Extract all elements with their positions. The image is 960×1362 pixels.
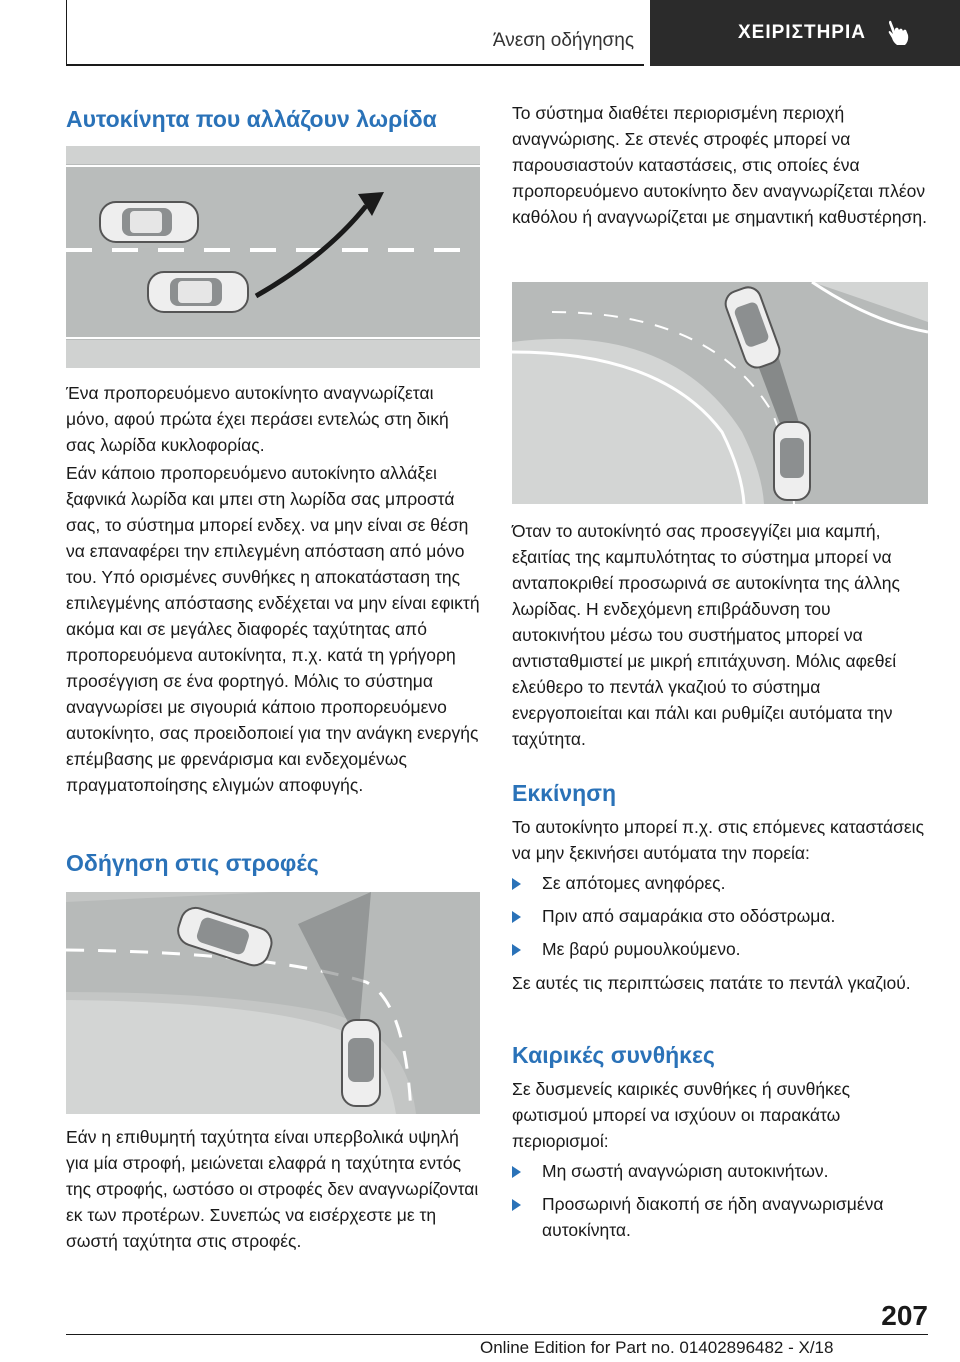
paragraph: Ένα προπορευόμενο αυτοκίνητο αναγνωρίζεται μόνο, αφού πρώτα έχει περάσει εντελώς στη δική σας λωρίδα κυκλοφορίας. [66,383,449,455]
section-title: Άνεση οδήγησης [492,30,634,51]
bullet-triangle-icon [512,878,521,890]
list-item: Πριν από σαμαράκια στο οδόστρωμα. [512,903,928,929]
bullet-triangle-icon [512,1166,521,1178]
list-item: Προσωρινή διακοπή σε ήδη αναγνωρισμένα αυτοκίνητα. [512,1191,928,1243]
heading-start: Εκκίνηση [512,780,617,806]
own-car [148,272,248,312]
chapter-tab [650,0,960,66]
footer-rule [66,1334,928,1335]
page-number: 207 [881,1300,928,1331]
curve-illustration [66,892,480,1114]
paragraph: Σε δυσμενείς καιρικές συνθήκες ή συνθήκες φωτισμού μπορεί να ισχύουν οι παρακάτω περιορισμοί: [512,1079,851,1151]
header-divider [66,0,67,64]
list-item: Σε απότομες ανηφόρες. [512,870,928,896]
lane-change-illustration [66,146,480,368]
chapter-title: ΧΕΙΡΙΣΤΗΡΙΑ [738,22,866,43]
heading-weather: Καιρικές συνθήκες [512,1042,715,1068]
hand-pointer-icon [886,19,912,47]
paragraph: Όταν το αυτοκίνητό σας προσεγγίζει μια καμπή, εξαιτίας της καμπυλότητας το σύστημα μπορεί να ανταποκριθεί προσωρινά σε αυτοκίνητα της άλλης λωρίδας. Η ενδεχόμενη επιβράδυνση του αυτοκινήτου μέσω του συστήματος μπορεί να αντισταθμιστεί με μικρή επιτάχυνση. Μόλις αφεθεί ελεύθερο το πεντάλ γκαζιού το σύστημα ενεργοποιείται και πάλι και ρυθμίζει αυτόματα την ταχύτητα. [512,521,900,749]
paragraph: Το σύστημα διαθέτει περιορισμένη περιοχή αναγνώρισης. Σε στενές στροφές μπορεί να παρουσιαστούν καταστάσεις, στις οποίες ένα προπορευόμενο αυτοκίνητο δεν αναγνωρίζεται πλέον καθόλου ή αναγνωρίζεται με σημαντική καθυστέρηση. [512,103,928,227]
paragraph: Σε αυτές τις περιπτώσεις πατάτε το πεντάλ γκαζιού. [512,973,911,993]
paragraph: Εάν η επιθυμητή ταχύτητα είναι υπερβολικά υψηλή για μία στροφή, μειώνεται ελαφρά η ταχύτητα εντός της στροφής, ωστόσο οι στροφές δεν αναγνωρίζονται εκ των προτέρων. Συνεπώς να εισέρχεστε με τη σωστή ταχύτητα στις στροφές. [66,1127,479,1251]
header-rule [66,64,644,66]
bullet-triangle-icon [512,944,521,956]
figure-lane-change [66,146,480,368]
bullet-triangle-icon [512,911,521,923]
figure-tight-curve [512,282,928,504]
figure-curves [66,892,480,1114]
list-item: Μη σωστή αναγνώριση αυτοκινήτων. [512,1158,928,1184]
bullet-triangle-icon [512,1199,521,1211]
paragraph: Το αυτοκίνητο μπορεί π.χ. στις επόμενες καταστάσεις να μην ξεκινήσει αυτόματα την πορεία: [512,817,925,863]
heading-lane-change: Αυτοκίνητα που αλλάζουν λωρίδα [66,106,437,132]
heading-curves: Οδήγηση στις στροφές [66,850,319,876]
tight-curve-illustration [512,282,928,504]
car-ahead [100,202,198,242]
own-car-tight [774,422,810,500]
edition-note: Online Edition for Part no. 01402896482 - X/18 [480,1338,834,1357]
list-item: Με βαρύ ρυμουλκούμενο. [512,936,928,962]
own-car-curve [342,1020,380,1106]
paragraph: Εάν κάποιο προπορευόμενο αυτοκίνητο αλλάξει ξαφνικά λωρίδα και μπει στη λωρίδα σας μπροστά σας, το σύστημα μπορεί ενδεχ. να μην είναι σε θέση να επαναφέρει την επιλεγμένη απόσταση από μόνο του. Υπό ορισμένες συνθήκες η αποκατάσταση της επιλεγμένης απόστασης ενδέχεται να μην είναι εφικτή ακόμα και σε μεγάλες διαφορές ταχύτητας από προπορευόμενα αυτοκίνητα, π.χ. κατά τη γρήγορη προσέγγιση σε ένα φορτηγό. Μόλις το σύστημα αναγνωρίσει με σιγουριά κάποιο προπορευόμενο αυτοκίνητο, σας προειδοποιεί για την ανάγκη ενεργής επέμβασης με φρενάρισμα και ενδεχομένως πραγματοποίησης ελιγμών αποφυγής. [66,463,480,795]
